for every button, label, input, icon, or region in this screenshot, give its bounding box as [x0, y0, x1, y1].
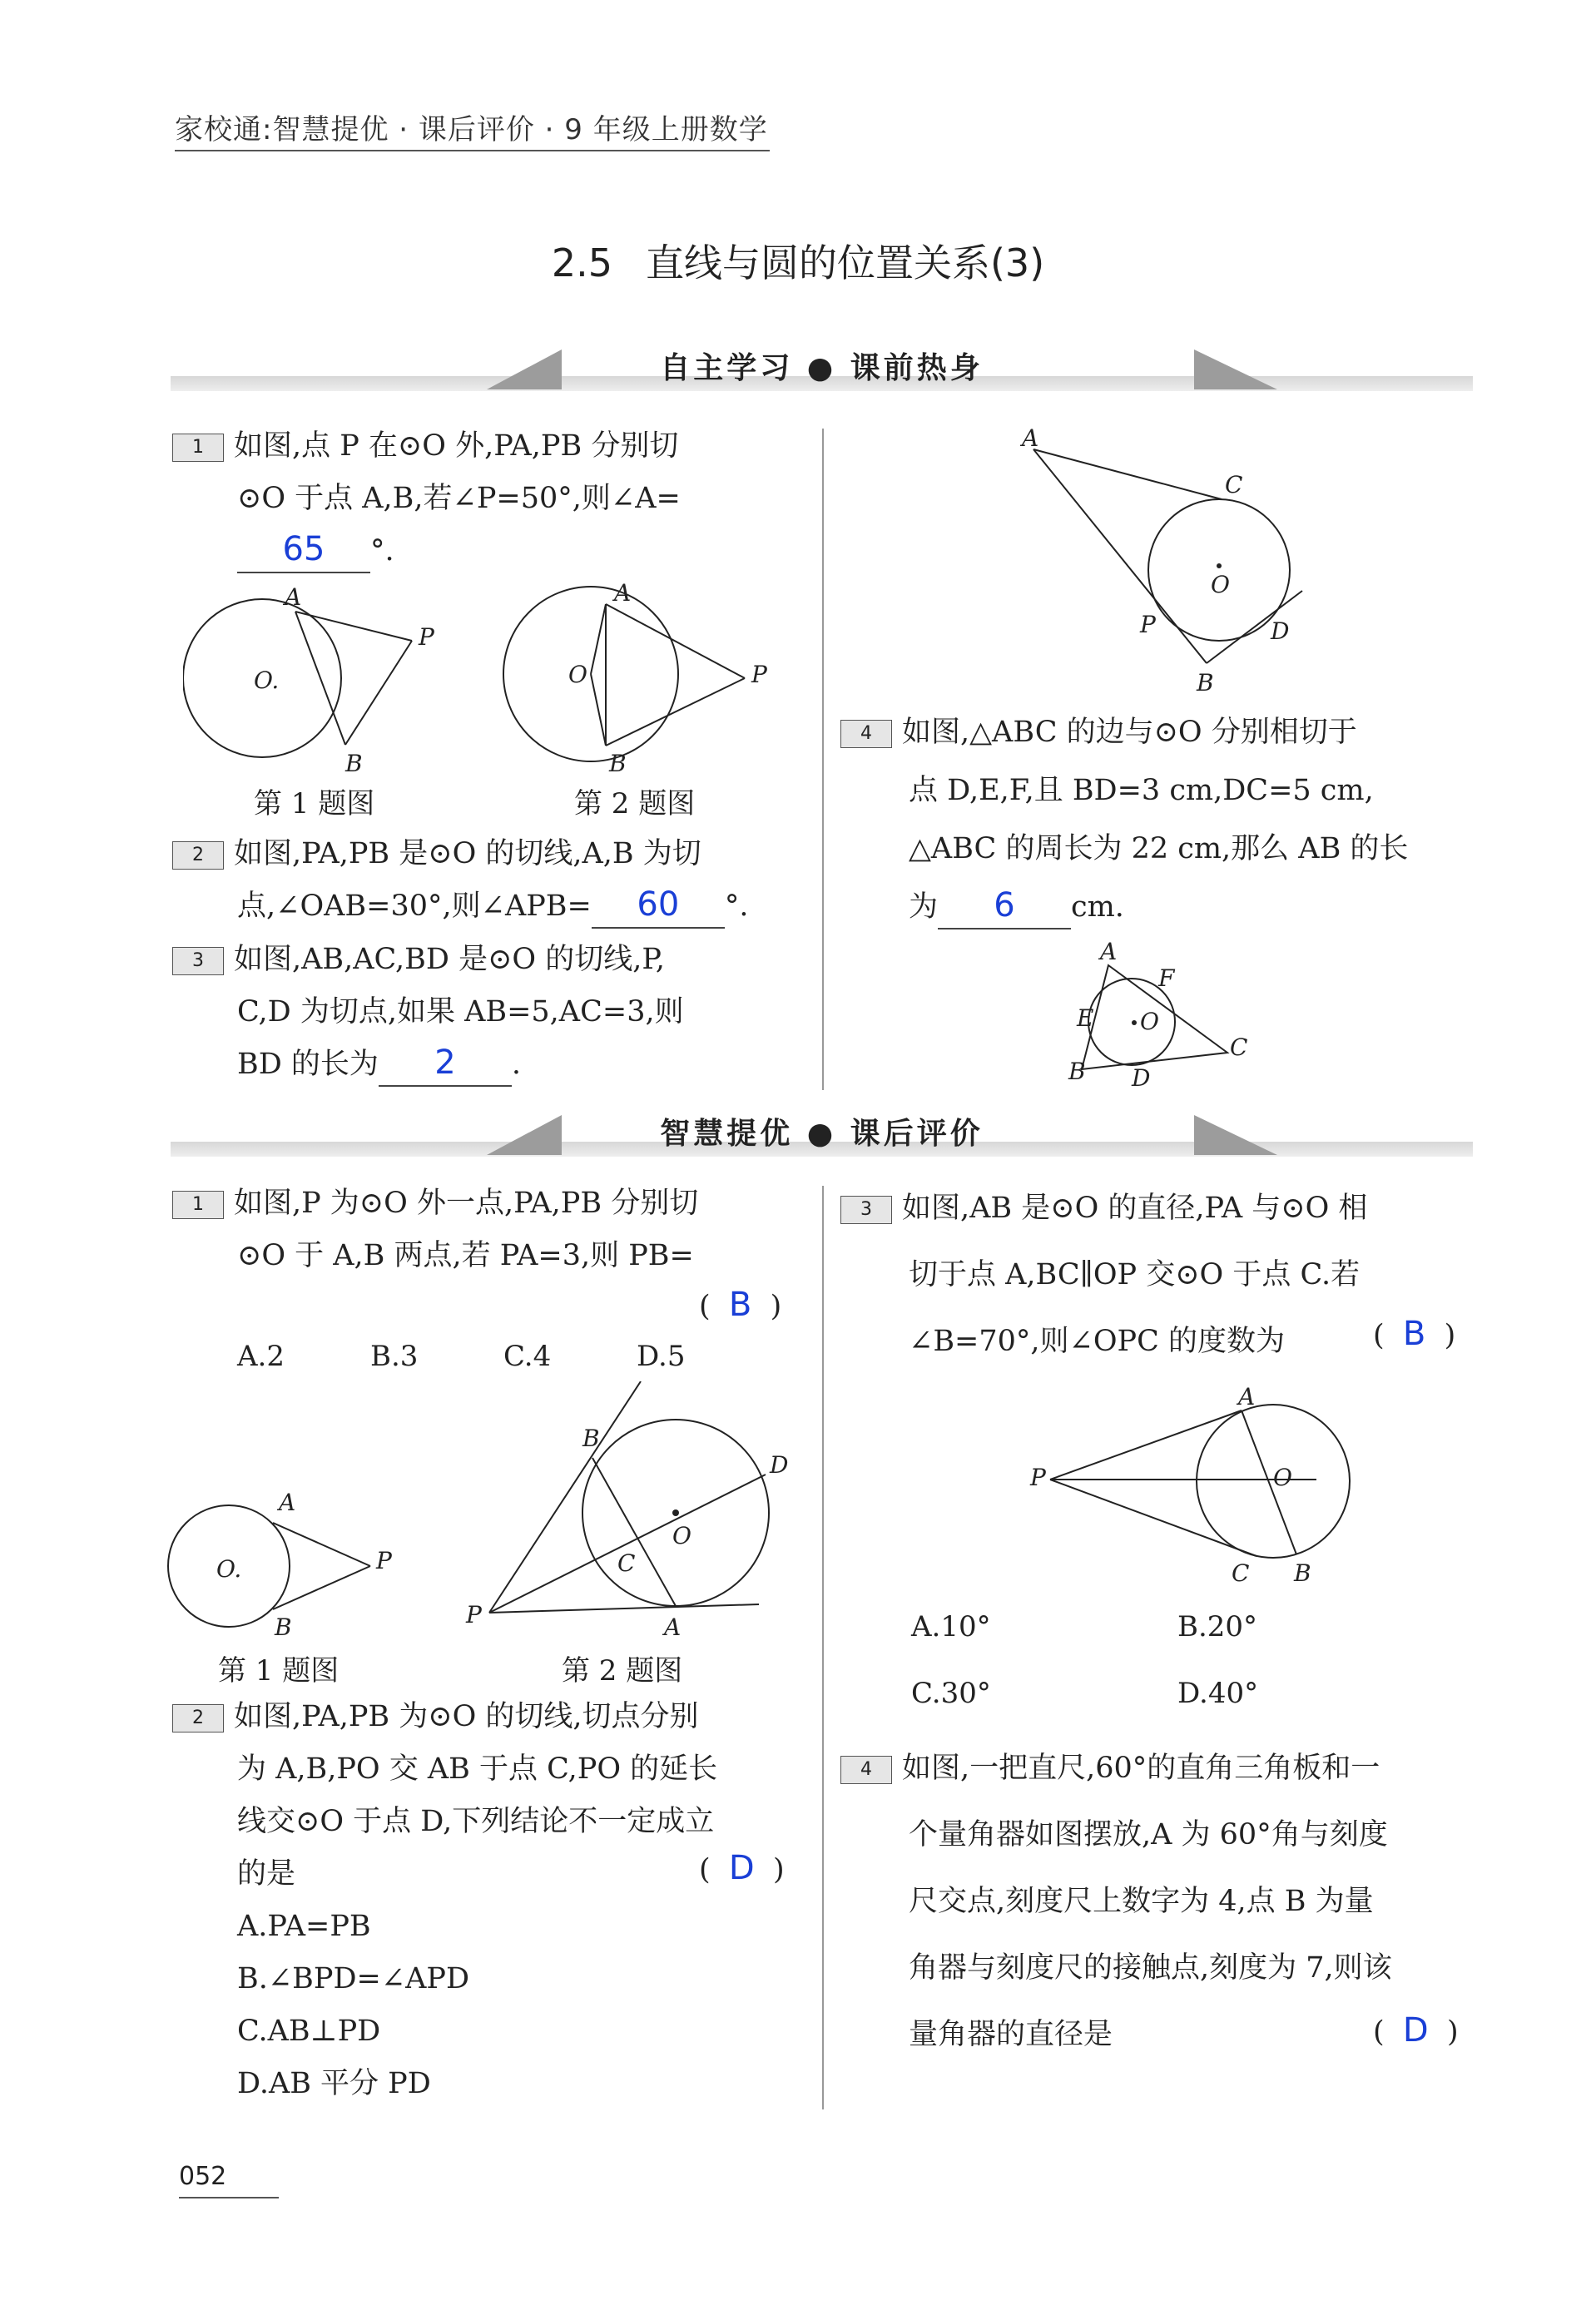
s2-figures-1-2 — [166, 1381, 815, 1648]
label-B: B — [1068, 1058, 1086, 1085]
label-C: C — [1230, 1034, 1248, 1061]
answer-blank — [938, 885, 1071, 929]
option-b: B.20° — [1177, 1610, 1258, 1643]
question-number: 2 — [172, 1704, 224, 1732]
option-b: B.∠BPD=∠APD — [237, 1962, 470, 1995]
question-number: 3 — [840, 1196, 892, 1224]
answer: 65 — [282, 530, 325, 568]
question-number: 1 — [172, 434, 224, 462]
section-banner-1 — [171, 341, 1473, 391]
answer: B — [1402, 1315, 1426, 1353]
s1-figures-1-2 — [183, 574, 815, 791]
label-P: P — [751, 661, 767, 688]
s2-q4-answer-paren: ( D ) — [1373, 2011, 1459, 2050]
s1-question-2: 2 如图,PA,PB 是⊙O 的切线,A,B 为切 点,∠OAB=30°,则∠APB= 60 °. — [172, 828, 805, 933]
answer-blank — [379, 1042, 512, 1087]
label-O: O — [568, 661, 587, 688]
s1-question-3: 3 如图,AB,AC,BD 是⊙O 的切线,P, C,D 为切点,如果 AB=5,AC=3,则 BD 的长为 2 . — [172, 934, 805, 1091]
s2-q2-answer-paren: ( D ) — [699, 1849, 785, 1887]
s1-question-4: 4 如图,△ABC 的边与⊙O 分别相切于 点 D,E,F,且 BD=3 cm,DC=5 cm, △ABC 的周长为 22 cm,那么 AB 的长 为 6 cm. — [840, 703, 1489, 936]
label-B: B — [275, 1614, 292, 1641]
option-c: C.AB⊥PD — [237, 2015, 381, 2048]
s1-figure-1 — [183, 599, 412, 757]
section-banner-2-label: 智慧提优 ● 课后评价 — [660, 1117, 984, 1151]
answer-blank — [237, 528, 370, 573]
label-B: B — [1294, 1559, 1311, 1587]
label-O: O — [1211, 571, 1230, 598]
s2-question-2: 2 如图,PA,PB 为⊙O 的切线,切点分别 为 A,B,PO 交 AB 于点 C,PO 的延长 线交⊙O 于点 D,下列结论不一定成立 的是 A.PA=PB B.∠BPD=∠APD C.AB⊥PD D.AB 平分 PD — [172, 1691, 805, 2110]
label-B: B — [582, 1425, 600, 1452]
answer-blank — [592, 884, 725, 929]
label-D: D — [1132, 1064, 1151, 1092]
option-c: C.4 — [503, 1340, 552, 1373]
answer: B — [728, 1286, 752, 1324]
option-b: B.3 — [370, 1340, 419, 1373]
s2-figure-2 — [489, 1381, 769, 1613]
option-d: D.40° — [1177, 1677, 1259, 1710]
label-E: E — [1077, 1004, 1094, 1032]
answer: D — [1402, 2011, 1429, 2050]
option-d: D.5 — [637, 1340, 686, 1373]
s1-q3-figure — [999, 416, 1348, 699]
label-A: A — [1022, 424, 1039, 452]
answer: 60 — [637, 885, 680, 924]
option-a: A.PA=PB — [237, 1910, 371, 1943]
option-d: D.AB 平分 PD — [237, 2067, 431, 2100]
s1-caption-1: 第 1 题图 — [254, 787, 375, 820]
label-O: O — [1273, 1464, 1292, 1491]
section-title — [0, 233, 1596, 288]
label-C: C — [1225, 471, 1243, 498]
label-C: C — [617, 1549, 636, 1577]
running-header: 家校通:智慧提优 · 课后评价 · 9 年级上册数学 — [175, 113, 768, 146]
answer: 6 — [994, 886, 1015, 924]
label-O: O — [1140, 1008, 1159, 1035]
s2-q3-answer-paren: ( B ) — [1373, 1315, 1456, 1353]
label-A: A — [1100, 938, 1118, 965]
column-divider-1 — [822, 429, 824, 1090]
section-number: 2.5 — [551, 240, 612, 285]
s2-caption-1: 第 1 题图 — [218, 1654, 340, 1688]
s1-figure-2 — [503, 587, 745, 761]
answer: D — [728, 1849, 755, 1887]
label-A: A — [1238, 1383, 1256, 1410]
s2-q1-answer-paren: ( B ) — [699, 1286, 782, 1324]
column-divider-2 — [822, 1186, 824, 2109]
label-B: B — [609, 750, 627, 777]
answer: 2 — [434, 1043, 456, 1082]
label-P: P — [1030, 1464, 1046, 1491]
page-number: 052 — [179, 2162, 227, 2191]
label-O: O — [672, 1522, 691, 1549]
label-A: A — [614, 579, 632, 607]
s2-question-1: 1 如图,P 为⊙O 外一点,PA,PB 分别切 ⊙O 于 A,B 两点,若 PA=3,则 PB= — [172, 1177, 805, 1282]
label-F: F — [1158, 964, 1175, 992]
label-C: C — [1232, 1559, 1250, 1587]
s2-q3-figure — [1024, 1381, 1373, 1598]
header-rule — [175, 150, 770, 151]
option-a: A.10° — [911, 1610, 991, 1643]
s2-caption-2: 第 2 题图 — [562, 1654, 683, 1688]
section-banner-2 — [171, 1107, 1473, 1157]
label-B: B — [345, 750, 363, 777]
label-O: O. — [216, 1555, 242, 1583]
option-c: C.30° — [911, 1677, 991, 1710]
label-P: P — [1140, 611, 1156, 638]
s2-question-3: 3 如图,AB 是⊙O 的直径,PA 与⊙O 相 切于点 A,BC∥OP 交⊙O 于点 C.若 ∠B=70°,则∠OPC 的度数为 — [840, 1175, 1489, 1375]
label-A: A — [285, 583, 302, 611]
s1-question-1: 1 如图,点 P 在⊙O 外,PA,PB 分别切 ⊙O 于点 A,B,若∠P=50°,则∠A= 65 °. — [172, 420, 805, 577]
page-number-rule — [179, 2197, 279, 2198]
s2-figure-1 — [168, 1505, 370, 1627]
question-number: 4 — [840, 1756, 892, 1784]
s2-question-4: 4 如图,一把直尺,60°的直角三角板和一 个量角器如图摆放,A 为 60°角与刻度 尺交点,刻度尺上数字为 4,点 B 为量 角器与刻度尺的接触点,刻度为 7,则该 量角器的直径是 — [840, 1735, 1489, 2068]
label-D: D — [770, 1451, 789, 1479]
label-B: B — [1197, 669, 1214, 696]
label-O: O. — [254, 667, 280, 694]
section-banner-1-label: 自主学习 ● 课前热身 — [660, 351, 984, 385]
label-P: P — [419, 623, 434, 651]
label-D: D — [1271, 617, 1290, 645]
section-title-text: 直线与圆的位置关系(3) — [645, 240, 1045, 285]
s1-caption-2: 第 2 题图 — [574, 787, 696, 820]
question-number: 3 — [172, 947, 224, 975]
label-A: A — [279, 1489, 296, 1516]
label-P: P — [466, 1601, 482, 1628]
question-number: 1 — [172, 1191, 224, 1219]
option-a: A.2 — [237, 1340, 285, 1373]
label-A: A — [664, 1614, 682, 1641]
s1-q4-figure — [1065, 936, 1281, 1094]
question-number: 4 — [840, 720, 892, 748]
question-number: 2 — [172, 841, 224, 870]
label-P: P — [376, 1547, 392, 1574]
